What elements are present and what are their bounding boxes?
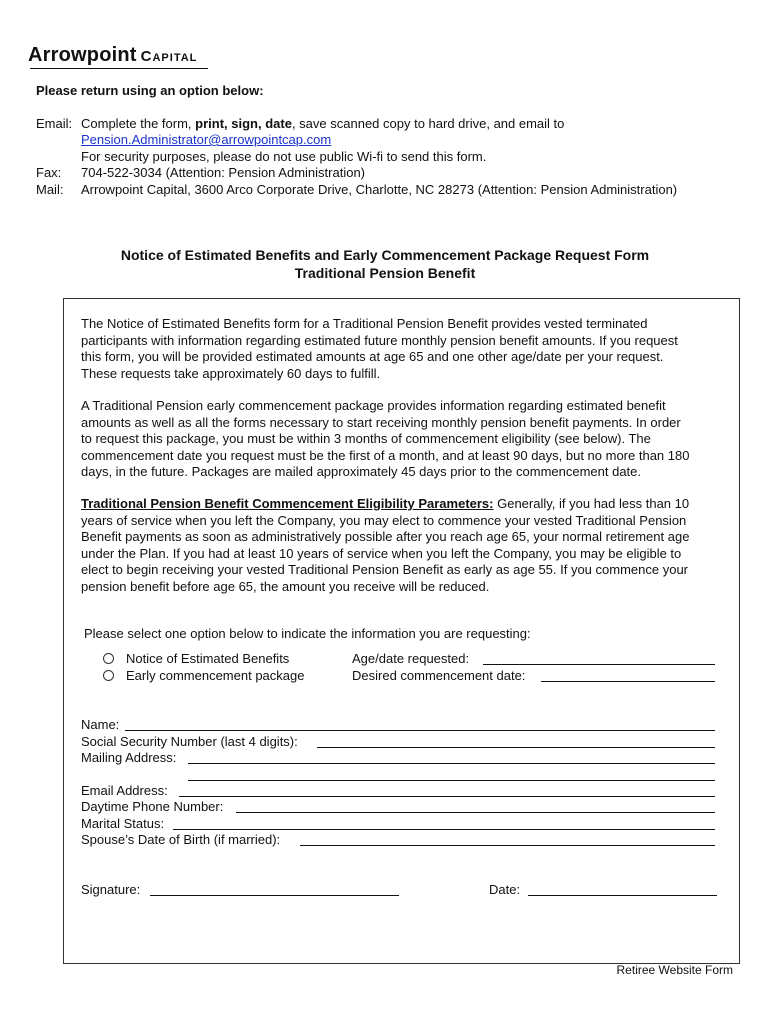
form-subtitle: Traditional Pension Benefit xyxy=(294,265,476,281)
paragraph-line: elect to begin receiving your vested Traditional Pension Benefit as early as age 55. If you commence your xyxy=(81,562,689,577)
date-field[interactable] xyxy=(528,883,717,896)
commencement-date-label: Desired commencement date: xyxy=(352,668,526,683)
email-text-2: , save scanned copy to hard drive, and email to xyxy=(291,116,565,131)
mailing-address-field[interactable] xyxy=(188,751,715,764)
mailing-address-label: Mailing Address: xyxy=(81,750,177,765)
eligibility-heading: Traditional Pension Benefit Commencement Eligibility Parameters: xyxy=(81,496,494,511)
paragraph-early-commencement xyxy=(81,398,689,481)
email-address-link[interactable]: Pension.Administrator@arrowpointcap.com xyxy=(81,132,332,147)
paragraph-line: participants with information regarding estimated future monthly pension benefit amounts. If you request xyxy=(81,332,678,348)
email-address-field[interactable] xyxy=(179,784,715,797)
mail-label: Mail: xyxy=(36,182,64,197)
email-address-label: Email Address: xyxy=(81,783,168,798)
signature-field[interactable] xyxy=(150,883,399,896)
email-label: Email: xyxy=(36,116,73,131)
spouse-dob-field[interactable] xyxy=(300,833,715,846)
paragraph-line: Benefit payments as soon as administratively possible after you reach age 65, your normal retirement age xyxy=(81,529,690,544)
ssn-label: Social Security Number (last 4 digits): xyxy=(81,734,298,749)
paragraph-line: pension benefit before age 65, the amount you receive will be reduced. xyxy=(81,578,490,594)
paragraph-line xyxy=(81,496,689,513)
option-early-commencement-label: Early commencement package xyxy=(126,668,305,683)
paragraph-line: A Traditional Pension early commencement package provides information regarding estimated benefit xyxy=(81,398,666,413)
commencement-date-field[interactable] xyxy=(541,669,715,682)
paragraph-line: These requests take approximately 60 days to fulfill. xyxy=(81,365,381,381)
paragraph-line: The Notice of Estimated Benefits form for a Traditional Pension Benefit provides vested terminated xyxy=(81,316,648,331)
email-instructions xyxy=(81,116,564,133)
paragraph-line: amounts as well as all the forms necessary to start receiving monthly pension benefit payments. In order xyxy=(81,414,681,430)
return-heading: Please return using an option below: xyxy=(36,83,264,98)
footer-text: Retiree Website Form xyxy=(616,963,733,977)
date-label: Date: xyxy=(489,882,521,897)
logo-sub-text: Capital xyxy=(140,48,198,65)
email-bold-text: print, sign, date xyxy=(195,116,292,131)
mailing-address-field-line2[interactable] xyxy=(188,768,715,781)
paragraph-line: this form, you will be provided estimated amounts at age 65 and one other age/date per your request. xyxy=(81,349,664,364)
paragraph-line: to request this package, you must be within 3 months of commencement eligibility (see below). The xyxy=(81,431,651,446)
security-note: For security purposes, please do not use public Wi-fi to send this form. xyxy=(81,149,487,164)
email-text-1: Complete the form, xyxy=(81,116,196,131)
logo-underline xyxy=(30,68,208,69)
fax-value: 704-522-3034 (Attention: Pension Administration) xyxy=(81,165,366,180)
name-label: Name: xyxy=(81,717,120,732)
radio-estimated-benefits[interactable] xyxy=(103,653,114,664)
name-field[interactable] xyxy=(125,718,715,731)
company-logo xyxy=(28,44,197,67)
paragraph-line: commencement date you request must be the first of a month, and at least 90 days, but no more than 180 xyxy=(81,447,690,463)
spouse-dob-label: Spouse’s Date of Birth (if married): xyxy=(81,832,281,847)
paragraph-estimated-benefits xyxy=(81,316,678,382)
marital-status-field[interactable] xyxy=(173,817,715,830)
paragraph-eligibility xyxy=(81,496,689,595)
select-prompt: Please select one option below to indicate the information you are requesting: xyxy=(84,626,531,641)
eligibility-first-line: Generally, if you had less than 10 xyxy=(493,496,690,511)
form-title: Notice of Estimated Benefits and Early Commencement Package Request Form xyxy=(120,247,650,263)
age-date-requested-field[interactable] xyxy=(483,652,715,665)
option-estimated-benefits-label: Notice of Estimated Benefits xyxy=(126,651,290,666)
paragraph-line: years of service when you left the Company, you may elect to commence your vested Traditional Pension xyxy=(81,512,687,528)
fax-label: Fax: xyxy=(36,165,62,180)
phone-label: Daytime Phone Number: xyxy=(81,799,224,814)
ssn-field[interactable] xyxy=(317,735,715,748)
paragraph-line: days, in the future. Packages are mailed approximately 45 days prior to the commencement date. xyxy=(81,464,642,479)
signature-label: Signature: xyxy=(81,882,141,897)
age-date-requested-label: Age/date requested: xyxy=(352,651,470,666)
paragraph-line: under the Plan. If you had at least 10 years of service when you left the Company, you may be eligible to xyxy=(81,545,682,561)
logo-main-text: Arrowpoint xyxy=(28,44,137,66)
radio-early-commencement[interactable] xyxy=(103,670,114,681)
phone-field[interactable] xyxy=(236,800,715,813)
mail-value: Arrowpoint Capital, 3600 Arco Corporate Drive, Charlotte, NC 28273 (Attention: Pension Administration) xyxy=(81,182,678,197)
marital-status-label: Marital Status: xyxy=(81,816,165,831)
